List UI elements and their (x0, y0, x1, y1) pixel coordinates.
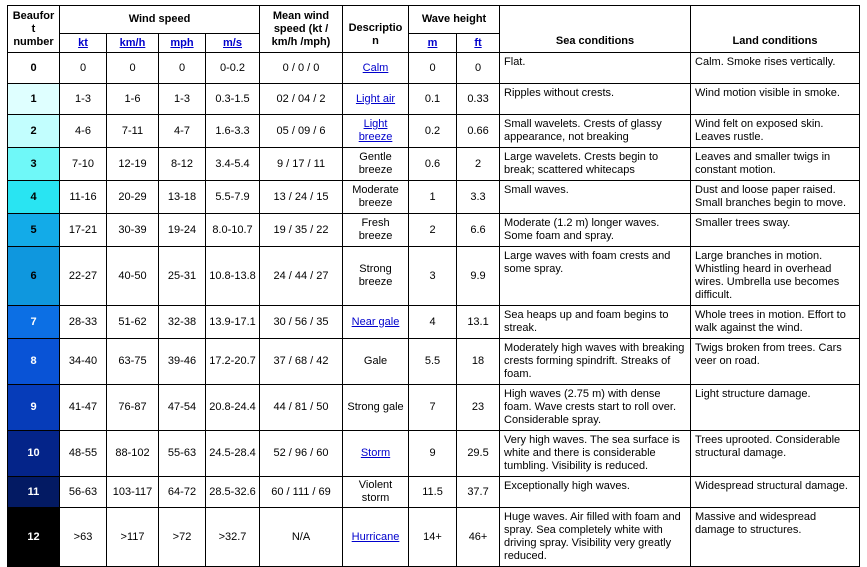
description-cell: Strong gale (343, 385, 409, 431)
mean-wind-speed-cell: 37 / 68 / 42 (260, 339, 343, 385)
description-cell: Gale (343, 339, 409, 385)
wind-speed-kt-cell: 17-21 (60, 214, 107, 247)
land-conditions-cell: Calm. Smoke rises vertically. (691, 53, 860, 84)
header-beaufort-number: Beaufort number (8, 6, 60, 53)
description-cell: Moderate breeze (343, 181, 409, 214)
mph-link[interactable]: mph (170, 36, 194, 49)
wind-speed-mph-cell: 39-46 (159, 339, 206, 385)
sea-conditions-cell: Moderate (1.2 m) longer waves. Some foam and spray. (500, 214, 691, 247)
land-conditions-cell: Smaller trees sway. (691, 214, 860, 247)
kmh-link[interactable]: km/h (119, 36, 146, 49)
header-description: Description (343, 6, 409, 53)
description-link[interactable]: Storm (360, 447, 391, 459)
beaufort-row (8, 508, 860, 567)
header-wind-speed: Wind speed (60, 6, 260, 34)
land-conditions-cell: Wind felt on exposed skin. Leaves rustle. (691, 115, 860, 148)
header-unit-kmh (107, 34, 159, 53)
beaufort-scale-table (7, 5, 860, 567)
wind-speed-mph-cell: 13-18 (159, 181, 206, 214)
description-cell (343, 306, 409, 339)
wind-speed-kmh-cell: 51-62 (107, 306, 159, 339)
beaufort-row (8, 306, 860, 339)
sea-conditions-cell: Very high waves. The sea surface is white and there is considerable tumbling. Visibility is reduced. (500, 431, 691, 477)
kt-link[interactable]: kt (78, 36, 88, 49)
wave-height-ft-cell: 9.9 (457, 247, 500, 306)
wind-speed-kt-cell: 48-55 (60, 431, 107, 477)
beaufort-row (8, 214, 860, 247)
description-cell (343, 115, 409, 148)
beaufort-number-cell: 7 (8, 306, 60, 339)
description-cell: Violent storm (343, 477, 409, 508)
sea-conditions-cell: Large wavelets. Crests begin to break; scattered whitecaps (500, 148, 691, 181)
sea-conditions-cell: Large waves with foam crests and some spray. (500, 247, 691, 306)
wind-speed-ms-cell: 3.4-5.4 (206, 148, 260, 181)
beaufort-row (8, 339, 860, 385)
wind-speed-kmh-cell: 30-39 (107, 214, 159, 247)
mean-wind-speed-cell: 19 / 35 / 22 (260, 214, 343, 247)
wind-speed-ms-cell: 24.5-28.4 (206, 431, 260, 477)
wave-height-m-cell: 11.5 (409, 477, 457, 508)
description-cell: Gentle breeze (343, 148, 409, 181)
mean-wind-speed-cell: N/A (260, 508, 343, 567)
wind-speed-kmh-cell: 88-102 (107, 431, 159, 477)
wind-speed-ms-cell: 8.0-10.7 (206, 214, 260, 247)
wind-speed-mph-cell: 64-72 (159, 477, 206, 508)
wave-height-ft-cell: 13.1 (457, 306, 500, 339)
sea-conditions-cell: Sea heaps up and foam begins to streak. (500, 306, 691, 339)
beaufort-number-cell: 0 (8, 53, 60, 84)
wave-height-m-cell: 7 (409, 385, 457, 431)
sea-conditions-cell: Huge waves. Air filled with foam and spray. Sea completely white with driving spray. Visibility very greatly reduced. (500, 508, 691, 567)
wave-height-ft-cell: 0 (457, 53, 500, 84)
wave-height-ft-cell: 18 (457, 339, 500, 385)
wind-speed-kt-cell: 0 (60, 53, 107, 84)
mean-wind-speed-cell: 02 / 04 / 2 (260, 84, 343, 115)
wind-speed-kt-cell: 1-3 (60, 84, 107, 115)
wind-speed-ms-cell: 0-0.2 (206, 53, 260, 84)
wind-speed-mph-cell: 19-24 (159, 214, 206, 247)
mean-wind-speed-cell: 9 / 17 / 11 (260, 148, 343, 181)
description-link[interactable]: Light air (355, 92, 396, 105)
beaufort-row (8, 385, 860, 431)
beaufort-number-cell: 4 (8, 181, 60, 214)
description-link[interactable]: Light breeze (358, 118, 393, 143)
header-unit-ft (457, 34, 500, 53)
wind-speed-kt-cell: 4-6 (60, 115, 107, 148)
wave-height-m-cell: 0.2 (409, 115, 457, 148)
land-conditions-cell: Widespread structural damage. (691, 477, 860, 508)
description-cell (343, 84, 409, 115)
land-conditions-cell: Large branches in motion. Whistling heard in overhead wires. Umbrella use becomes difficult. (691, 247, 860, 306)
wind-speed-ms-cell: 5.5-7.9 (206, 181, 260, 214)
wind-speed-kt-cell: 41-47 (60, 385, 107, 431)
beaufort-row (8, 84, 860, 115)
wind-speed-ms-cell: >32.7 (206, 508, 260, 567)
land-conditions-cell: Leaves and smaller twigs in constant motion. (691, 148, 860, 181)
sea-conditions-cell: Ripples without crests. (500, 84, 691, 115)
wind-speed-mph-cell: 47-54 (159, 385, 206, 431)
wind-speed-mph-cell: >72 (159, 508, 206, 567)
wave-height-ft-cell: 29.5 (457, 431, 500, 477)
header-row-groups (8, 6, 860, 34)
wind-speed-kmh-cell: 103-117 (107, 477, 159, 508)
beaufort-row (8, 247, 860, 306)
wave-height-m-cell: 14+ (409, 508, 457, 567)
wave-height-ft-cell: 0.33 (457, 84, 500, 115)
wind-speed-mph-cell: 1-3 (159, 84, 206, 115)
sea-conditions-cell: Moderately high waves with breaking crests forming spindrift. Streaks of foam. (500, 339, 691, 385)
wind-speed-kmh-cell: 12-19 (107, 148, 159, 181)
wind-speed-mph-cell: 8-12 (159, 148, 206, 181)
mean-wind-speed-cell: 0 / 0 / 0 (260, 53, 343, 84)
table-body (8, 53, 860, 567)
beaufort-row (8, 148, 860, 181)
beaufort-number-cell: 8 (8, 339, 60, 385)
wind-speed-mph-cell: 0 (159, 53, 206, 84)
wave-height-m-cell: 0.1 (409, 84, 457, 115)
wind-speed-ms-cell: 17.2-20.7 (206, 339, 260, 385)
wind-speed-kt-cell: 22-27 (60, 247, 107, 306)
header-unit-ms (206, 34, 260, 53)
land-conditions-cell: Trees uprooted. Considerable structural damage. (691, 431, 860, 477)
header-wave-height: Wave height (409, 6, 500, 34)
land-conditions-cell: Twigs broken from trees. Cars veer on road. (691, 339, 860, 385)
wind-speed-ms-cell: 1.6-3.3 (206, 115, 260, 148)
beaufort-number-cell: 10 (8, 431, 60, 477)
wind-speed-ms-cell: 0.3-1.5 (206, 84, 260, 115)
header-mean-wind-speed: Mean wind speed (kt / km/h /mph) (260, 6, 343, 53)
mean-wind-speed-cell: 52 / 96 / 60 (260, 431, 343, 477)
description-link[interactable]: Near gale (351, 315, 400, 328)
wind-speed-kmh-cell: 40-50 (107, 247, 159, 306)
land-conditions-cell: Wind motion visible in smoke. (691, 84, 860, 115)
wind-speed-kt-cell: 28-33 (60, 306, 107, 339)
land-conditions-cell: Massive and widespread damage to structures. (691, 508, 860, 567)
wave-height-ft-cell: 3.3 (457, 181, 500, 214)
m-link[interactable]: m (427, 36, 438, 49)
beaufort-number-cell: 12 (8, 508, 60, 567)
ft-link[interactable]: ft (474, 36, 482, 49)
mean-wind-speed-cell: 30 / 56 / 35 (260, 306, 343, 339)
beaufort-row (8, 431, 860, 477)
mean-wind-speed-cell: 05 / 09 / 6 (260, 115, 343, 148)
beaufort-row (8, 115, 860, 148)
mean-wind-speed-cell: 24 / 44 / 27 (260, 247, 343, 306)
sea-conditions-cell: Flat. (500, 53, 691, 84)
wave-height-m-cell: 5.5 (409, 339, 457, 385)
beaufort-number-cell: 1 (8, 84, 60, 115)
wave-height-m-cell: 0 (409, 53, 457, 84)
wave-height-m-cell: 1 (409, 181, 457, 214)
wave-height-m-cell: 9 (409, 431, 457, 477)
wave-height-m-cell: 3 (409, 247, 457, 306)
wind-speed-kmh-cell: 0 (107, 53, 159, 84)
wave-height-ft-cell: 6.6 (457, 214, 500, 247)
beaufort-row (8, 53, 860, 84)
wind-speed-ms-cell: 20.8-24.4 (206, 385, 260, 431)
wave-height-m-cell: 4 (409, 306, 457, 339)
wind-speed-kmh-cell: 76-87 (107, 385, 159, 431)
wind-speed-kmh-cell: 20-29 (107, 181, 159, 214)
wave-height-m-cell: 2 (409, 214, 457, 247)
wind-speed-kt-cell: 56-63 (60, 477, 107, 508)
wave-height-ft-cell: 0.66 (457, 115, 500, 148)
wind-speed-kmh-cell: >117 (107, 508, 159, 567)
beaufort-row (8, 181, 860, 214)
header-land-conditions: Land conditions (691, 6, 860, 53)
mean-wind-speed-cell: 44 / 81 / 50 (260, 385, 343, 431)
sea-conditions-cell: High waves (2.75 m) with dense foam. Wave crests start to roll over. Considerable spray. (500, 385, 691, 431)
wind-speed-mph-cell: 55-63 (159, 431, 206, 477)
beaufort-number-cell: 2 (8, 115, 60, 148)
land-conditions-cell: Light structure damage. (691, 385, 860, 431)
sea-conditions-cell: Small wavelets. Crests of glassy appearance, not breaking (500, 115, 691, 148)
header-unit-m (409, 34, 457, 53)
mean-wind-speed-cell: 60 / 111 / 69 (260, 477, 343, 508)
header-unit-mph (159, 34, 206, 53)
ms-link[interactable]: m/s (223, 36, 242, 49)
wind-speed-ms-cell: 28.5-32.6 (206, 477, 260, 508)
beaufort-number-cell: 3 (8, 148, 60, 181)
wind-speed-mph-cell: 25-31 (159, 247, 206, 306)
land-conditions-cell: Dust and loose paper raised. Small branches begin to move. (691, 181, 860, 214)
beaufort-row (8, 477, 860, 508)
table-header (8, 6, 860, 53)
mean-wind-speed-cell: 13 / 24 / 15 (260, 181, 343, 214)
wave-height-ft-cell: 46+ (457, 508, 500, 567)
wind-speed-kt-cell: 7-10 (60, 148, 107, 181)
description-cell: Strong breeze (343, 247, 409, 306)
description-cell (343, 431, 409, 477)
description-link[interactable]: Hurricane (351, 530, 400, 543)
description-link[interactable]: Calm (362, 61, 389, 74)
wave-height-ft-cell: 37.7 (457, 477, 500, 508)
beaufort-number-cell: 9 (8, 385, 60, 431)
sea-conditions-cell: Small waves. (500, 181, 691, 214)
wave-height-m-cell: 0.6 (409, 148, 457, 181)
beaufort-number-cell: 5 (8, 214, 60, 247)
wind-speed-kmh-cell: 1-6 (107, 84, 159, 115)
wave-height-ft-cell: 23 (457, 385, 500, 431)
wind-speed-mph-cell: 32-38 (159, 306, 206, 339)
header-sea-conditions: Sea conditions (500, 6, 691, 53)
wind-speed-kmh-cell: 7-11 (107, 115, 159, 148)
wind-speed-kt-cell: >63 (60, 508, 107, 567)
header-unit-kt (60, 34, 107, 53)
description-cell: Fresh breeze (343, 214, 409, 247)
beaufort-number-cell: 6 (8, 247, 60, 306)
land-conditions-cell: Whole trees in motion. Effort to walk against the wind. (691, 306, 860, 339)
description-cell (343, 508, 409, 567)
wind-speed-mph-cell: 4-7 (159, 115, 206, 148)
wind-speed-ms-cell: 10.8-13.8 (206, 247, 260, 306)
wave-height-ft-cell: 2 (457, 148, 500, 181)
wind-speed-ms-cell: 13.9-17.1 (206, 306, 260, 339)
wind-speed-kt-cell: 11-16 (60, 181, 107, 214)
wind-speed-kmh-cell: 63-75 (107, 339, 159, 385)
beaufort-number-cell: 11 (8, 477, 60, 508)
description-cell (343, 53, 409, 84)
wind-speed-kt-cell: 34-40 (60, 339, 107, 385)
sea-conditions-cell: Exceptionally high waves. (500, 477, 691, 508)
